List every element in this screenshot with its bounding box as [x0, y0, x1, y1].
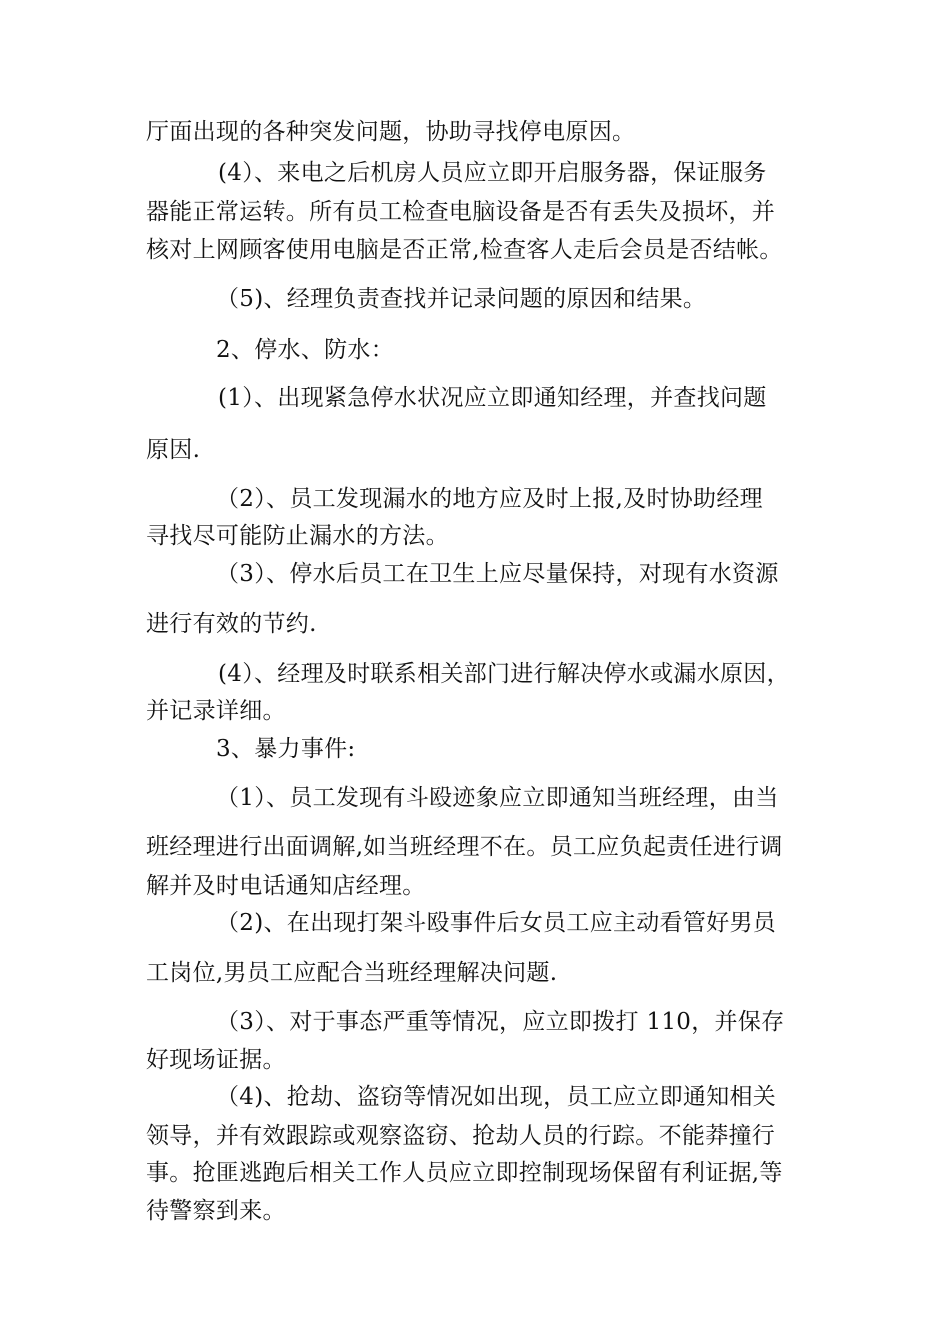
text-line: 并记录详细。	[146, 698, 286, 724]
text-line: (4）、经理及时联系相关部门进行解决停水或漏水原因，	[218, 661, 790, 687]
text-line: 厅面出现的各种突发问题，协助寻找停电原因。	[146, 119, 636, 145]
section-heading: 3、暴力事件:	[216, 736, 356, 762]
text-line: 好现场证据。	[146, 1047, 286, 1073]
text-line: (1）、出现紧急停水状况应立即通知经理，并查找问题	[218, 385, 767, 411]
text-line: 工岗位,男员工应配合当班经理解决问题.	[146, 960, 558, 986]
section-heading: 2、停水、防水：	[216, 337, 395, 363]
text-line: 事。抢匪逃跑后相关工作人员应立即控制现场保留有利证据,等	[146, 1160, 783, 1186]
text-line: 待警察到来。	[146, 1198, 286, 1224]
text-line: 班经理进行出面调解,如当班经理不在。员工应负起责任进行调	[146, 834, 783, 860]
text-line: （3）、对于事态严重等情况，应立即拨打 110，并保存	[216, 1009, 785, 1035]
text-line: （2)、在出现打架斗殴事件后女员工应主动看管好男员	[216, 910, 777, 936]
text-line: 进行有效的节约.	[146, 611, 317, 637]
text-line: 核对上网顾客使用电脑是否正常,检查客人走后会员是否结帐。	[146, 237, 783, 263]
text-line: 解并及时电话通知店经理。	[146, 873, 426, 899]
text-line: 原因.	[146, 437, 201, 463]
text-line: 领导，并有效跟踪或观察盗窃、抢劫人员的行踪。不能莽撞行	[146, 1123, 776, 1149]
text-line: (4）、来电之后机房人员应立即开启服务器，保证服务	[218, 160, 767, 186]
text-line: （1）、员工发现有斗殴迹象应立即通知当班经理，由当	[216, 785, 779, 811]
text-line: （3）、停水后员工在卫生上应尽量保持，对现有水资源	[216, 561, 779, 587]
text-line: 器能正常运转。所有员工检查电脑设备是否有丢失及损坏，并	[146, 199, 776, 225]
text-line: 寻找尽可能防止漏水的方法。	[146, 523, 449, 549]
text-line: （2）、员工发现漏水的地方应及时上报,及时协助经理	[216, 486, 763, 512]
text-line: （4)、抢劫、盗窃等情况如出现，员工应立即通知相关	[216, 1084, 777, 1110]
text-line: （5)、经理负责查找并记录问题的原因和结果。	[216, 286, 707, 312]
